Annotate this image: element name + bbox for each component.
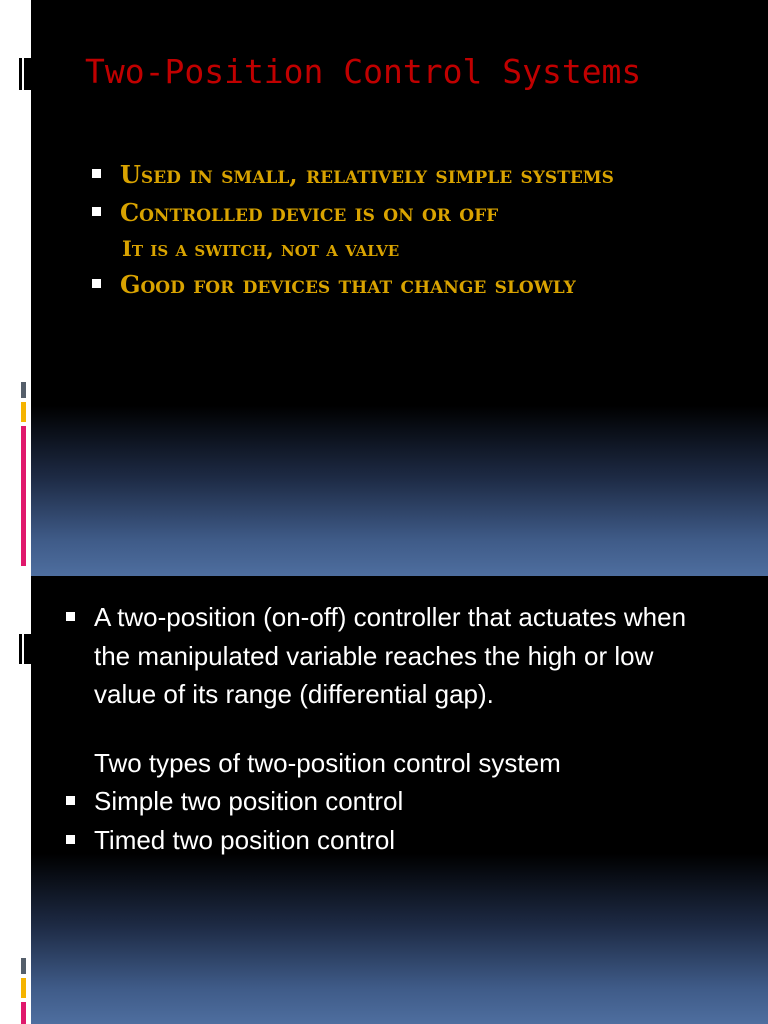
accent-bar bbox=[24, 634, 31, 664]
accent-bar-gray bbox=[21, 958, 26, 974]
accent-bar-magenta bbox=[21, 1002, 26, 1024]
slide-1-header bbox=[0, 0, 768, 128]
bullet-text: Controlled device is on or off bbox=[120, 198, 499, 227]
list-item bbox=[66, 821, 706, 860]
bullet-text: Good for devices that change slowly bbox=[120, 270, 576, 299]
accent-bar-magenta bbox=[21, 426, 26, 566]
paragraph-text: Two types of two-position control system bbox=[94, 747, 561, 778]
bullet-square-icon bbox=[92, 279, 101, 288]
bullet-text: It is a switch, not a valve bbox=[122, 236, 400, 261]
bullet-square-icon bbox=[66, 835, 75, 844]
slide-sidebar bbox=[0, 0, 31, 128]
list-subitem bbox=[92, 232, 692, 266]
accent-bar bbox=[24, 58, 31, 90]
slide-1 bbox=[0, 128, 768, 576]
bullet-square-icon bbox=[66, 796, 75, 805]
bullet-square-icon bbox=[66, 612, 75, 621]
list-item bbox=[92, 266, 692, 304]
bullet-square-icon bbox=[92, 207, 101, 216]
bullet-text: Timed two position control bbox=[94, 824, 396, 855]
paragraph bbox=[66, 744, 706, 783]
accent-bar-yellow bbox=[21, 978, 26, 998]
slide-sidebar bbox=[0, 576, 31, 1024]
list-item bbox=[66, 598, 706, 714]
bullet-text: Simple two position control bbox=[94, 786, 404, 816]
accent-bar-yellow bbox=[21, 402, 26, 422]
slide-2 bbox=[0, 576, 768, 1024]
slide-sidebar bbox=[0, 128, 31, 576]
bullet-list bbox=[66, 598, 706, 859]
list-item bbox=[92, 194, 692, 232]
list-item bbox=[92, 156, 692, 194]
accent-bar-gray bbox=[21, 382, 26, 398]
bullet-square-icon bbox=[92, 169, 101, 178]
bullet-text: Used in small, relatively simple systems bbox=[120, 160, 614, 189]
accent-bar bbox=[19, 634, 22, 664]
bullet-list bbox=[92, 156, 692, 304]
bullet-text: A two-position (on-off) controller that actuates when the manipulated variable reaches the high or low value of its range (differential gap). bbox=[94, 602, 687, 709]
slide-title: Two-Position Control Systems bbox=[85, 52, 642, 91]
accent-bar bbox=[19, 58, 22, 90]
list-item bbox=[66, 782, 706, 821]
